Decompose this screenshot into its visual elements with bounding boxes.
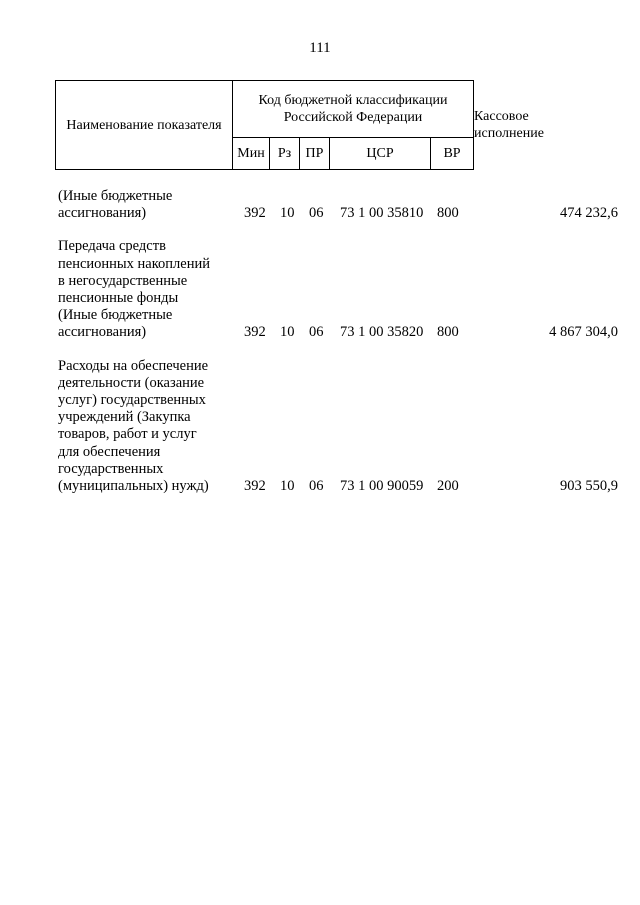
row-name: (Иные бюджетные ассигнования) [58,188,173,222]
header-code-group: Код бюджетной классификации Российской Федерации [233,81,474,138]
cell-min: 392 [244,205,266,222]
table-row [58,238,618,341]
row-name: Расходы на обеспечение деятельности (оказание услуг) государственных учреждений (Закупка товаров, работ и услуг для обеспечения государственных (муниципальных) нужд) [58,357,209,495]
cell-rz: 10 [280,324,295,341]
header-rz: Рз [270,138,300,170]
cell-amount: 474 232,6 [560,205,618,222]
header-min: Мин [233,138,270,170]
page-number: 111 [309,40,331,56]
cell-pr: 06 [309,478,324,495]
cell-rz: 10 [280,478,295,495]
cell-rz: 10 [280,205,295,222]
cell-vr: 800 [437,205,459,222]
row-codes [58,205,618,222]
table-row [58,358,618,496]
header-pr: ПР [300,138,330,170]
row-codes [58,324,618,341]
table-body [58,188,618,511]
cell-amount: 4 867 304,0 [549,324,618,341]
cell-amount: 903 550,9 [560,478,618,495]
row-codes [58,478,618,495]
header-vr: ВР [431,138,474,170]
cell-csr: 73 1 00 90059 [340,478,424,495]
table-row [58,188,618,222]
cell-min: 392 [244,324,266,341]
header-csr: ЦСР [330,138,431,170]
cell-csr: 73 1 00 35820 [340,324,424,341]
cell-pr: 06 [309,324,324,341]
cell-csr: 73 1 00 35810 [340,205,424,222]
budget-table-header: Наименование показателя Код бюджетной классификации Российской Федерации Кассовое исполнение Мин Рз ПР ЦСР ВР [55,80,474,170]
cell-vr: 200 [437,478,459,495]
cell-min: 392 [244,478,266,495]
cell-pr: 06 [309,205,324,222]
header-name-column: Наименование показателя [56,81,233,170]
cell-vr: 800 [437,324,459,341]
row-name: Передача средств пенсионных накоплений в негосударственные пенсионные фонды (Иные бюджетные ассигнования) [58,238,211,341]
